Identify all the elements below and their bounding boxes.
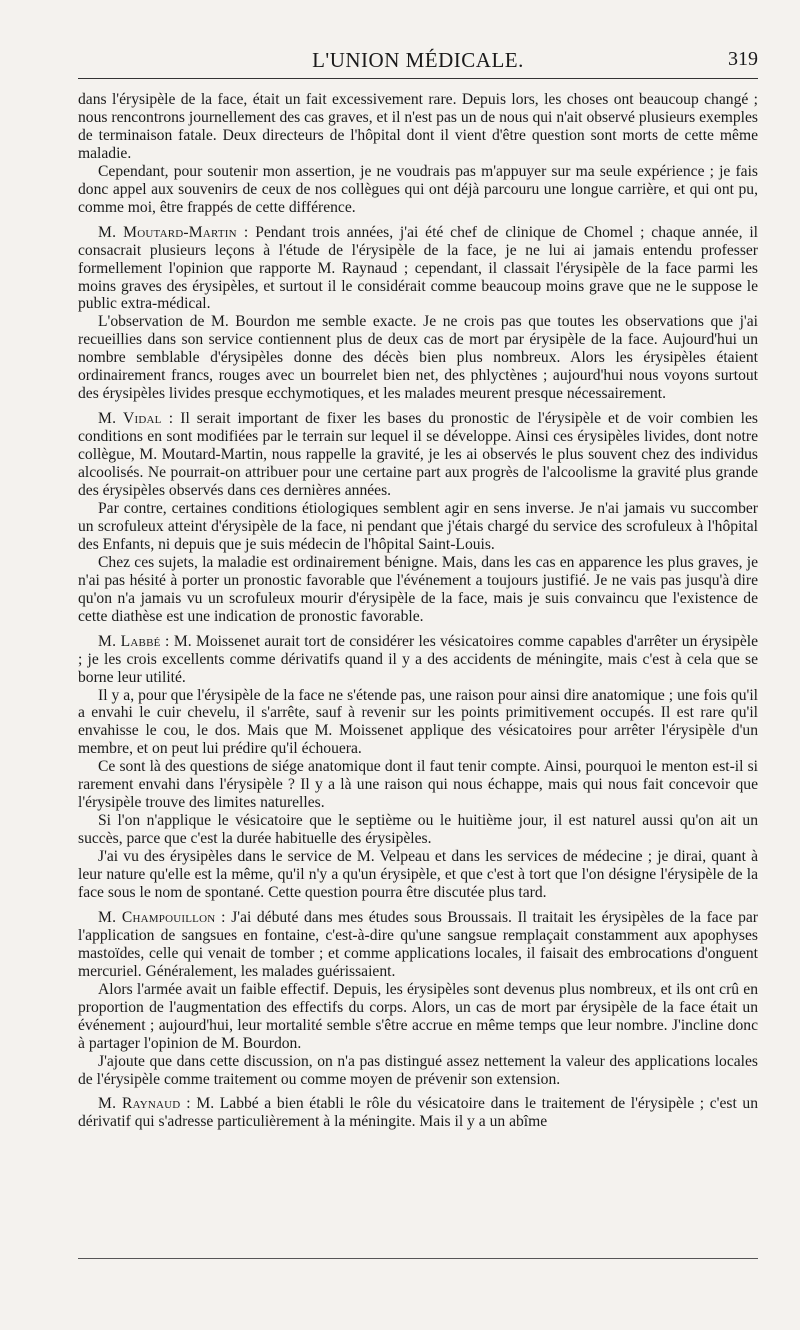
paragraph-text: J'ai débuté dans mes études sous Broussais. Il traitait les érysipèles de la face par l'application de sangsues en fontaine, c'est-à-dire qu'une sangsue remplaçait constamment aux apophyses mastoïdes, celle qui venait de tomber ; et comme applications locales, il faisait des embrocations d'onguent mercuriel. Généralement, les malades guérissaient.	[78, 908, 758, 980]
paragraph-text: J'ai vu des érysipèles dans le service de M. Velpeau et dans les services de médecine ; je dirai, quant à leur nature qu'elle est la même, qu'il n'y a qu'un érysipèle, et que c'est à tort que l'on désigne l'érysipèle de la face sous le nom de spontané. Cette question pourra être discutée plus tard.	[78, 848, 758, 901]
paragraph	[78, 554, 758, 626]
paragraph	[78, 909, 758, 981]
speaker-name: M. Labbé :	[98, 632, 170, 650]
paragraph	[78, 633, 758, 687]
running-title: L'UNION MÉDICALE.	[312, 48, 524, 72]
paragraph	[78, 687, 758, 759]
paragraph-text: dans l'érysipèle de la face, était un fait excessivement rare. Depuis lors, les choses ont beaucoup changé ; nous rencontrons journellement des cas graves, et il n'est pas un de nous qui n'ait observé plusieurs exemples de terminaison fatale. Deux directeurs de l'hôpital dont il vient d'être question sont morts de cette même maladie.	[78, 91, 758, 162]
paragraph	[78, 91, 758, 163]
paragraph-text: M. Labbé a bien établi le rôle du vésicatoire dans le traitement de l'érysipèle ; c'est un dérivatif qui s'adresse particulièrement à la méningite. Mais il y a un abîme	[78, 1095, 758, 1131]
paragraph-text: Pendant trois années, j'ai été chef de clinique de Chomel ; chaque année, il consacrait plusieurs leçons à l'étude de l'érysipèle de la face, je ne lui ai jamais entendu professer formellement l'opinion que rapporte M. Raynaud ; cependant, il classait l'érysipèle de la face parmi les moins graves des érysipèles, et surtout il le considérait comme beaucoup moins grave que ne le suppose le public extra-médical.	[78, 223, 758, 313]
paragraph-text: Ce sont là des questions de siége anatomique dont il faut tenir compte. Ainsi, pourquoi le menton est-il si rarement envahi dans l'érysipèle ? Il y a là une raison qui nous échappe, mais qui nous fait concevoir que l'érysipèle trouve des limites naturelles.	[78, 758, 758, 812]
paragraph-text: L'observation de M. Bourdon me semble exacte. Je ne crois pas que toutes les observations que j'ai recueillies dans son service contiennent plus de deux cas de mort par érysipèle de la face. Aujourd'hui un nombre semblable d'érysipèles donne des décès bien plus nombreux. Alors les érysipèles étaient ordinairement francs, rouges avec un bourrelet bien net, des phlyctènes ; aujourd'hui nous voyons surtout des érysipèles livides presque ecchymotiques, et les malades meurent presque nécessairement.	[78, 313, 758, 403]
paragraph	[78, 812, 758, 848]
paragraph	[78, 1053, 758, 1089]
paragraph	[78, 981, 758, 1053]
paragraph-text: J'ajoute que dans cette discussion, on n'a pas distingué assez nettement la valeur des applications locales de l'érysipèle comme traitement ou comme moyen de prévenir son extension.	[78, 1052, 758, 1088]
paragraph	[78, 410, 758, 500]
paragraph	[78, 1095, 758, 1131]
speaker-name: M. Moutard-Martin :	[98, 223, 249, 241]
paragraph	[78, 758, 758, 812]
paragraph	[78, 163, 758, 217]
paragraph	[78, 224, 758, 314]
paragraph	[78, 848, 758, 902]
paragraph-text: Alors l'armée avait un faible effectif. Depuis, les érysipèles sont devenus plus nombreux, et ils ont crû en proportion de l'augmentation des effectifs du corps. Alors, un cas de mort par érysipèle de la face était un événement ; aujourd'hui, leur mortalité semble s'être accrue en même temps que leur nombre. J'incline donc à partager l'opinion de M. Bourdon.	[78, 980, 758, 1052]
page-number: 319	[728, 48, 758, 70]
paragraph-text: Il y a, pour que l'érysipèle de la face ne s'étende pas, une raison pour ainsi dire anatomique ; une fois qu'il a envahi le cuir chevelu, il s'arrête, sauf à revenir sur les points primitivement occupés. Il est rare qu'il envahisse le cou, le dos. Mais que M. Moissenet applique des vésicatoires pour arrêter l'érysipèle d'un membre, et on peut lui prédire qu'il échouera.	[78, 686, 758, 758]
paragraph	[78, 313, 758, 403]
footer-rule	[78, 1258, 758, 1259]
paragraph-text: Cependant, pour soutenir mon assertion, je ne voudrais pas m'appuyer sur ma seule expérience ; je fais donc appel aux souvenirs de ceux de nos collègues qui ont déjà parcouru une longue carrière, et qui ont pu, comme moi, être frappés de cette différence.	[78, 162, 758, 216]
speaker-name: M. Champouillon :	[98, 908, 226, 926]
speaker-name: M. Vidal :	[98, 410, 174, 428]
paragraph-text: Chez ces sujets, la maladie est ordinairement bénigne. Mais, dans les cas en apparence les plus graves, je n'ai pas hésité à porter un pronostic favorable que l'événement a toujours justifié. Je ne vais pas jusqu'à dire qu'on n'a jamais vu un scrofuleux mourir d'érysipèle de la face, mais je suis convaincu que l'existence de cette diathèse est une indication de pronostic favorable.	[78, 553, 758, 625]
paragraph-text: Si l'on n'applique le vésicatoire que le septième ou le huitième jour, il est naturel aussi qu'on ait un succès, parce que c'est la durée habituelle des érysipèles.	[78, 812, 758, 848]
page-header	[78, 44, 758, 79]
paragraph-text: Il serait important de fixer les bases du pronostic de l'érysipèle et de voir combien les conditions en sont modifiées par le terrain sur lequel il se développe. Ainsi ces érysipèles livides, dont notre collègue, M. Moutard-Martin, nous rappelle la gravité, je les ai observés le plus souvent chez des individus alcoolisés. Ne pourrait-on attribuer pour une certaine part aux progrès de l'alcoolisme la gravité plus grande des érysipèles observés dans ces dernières années.	[78, 410, 758, 500]
paragraph-text: M. Moissenet aurait tort de considérer les vésicatoires comme capables d'arrêter un érysipèle ; je les crois excellents comme dérivatifs quand il y a des accidents de méningite, mais c'est à cela que se borne leur utilité.	[78, 632, 758, 686]
paragraph-text: Par contre, certaines conditions étiologiques semblent agir en sens inverse. Je n'ai jamais vu succomber un scrofuleux atteint d'érysipèle de la face, ni pendant que j'étais chargé du service des scrofuleux à l'hôpital des Enfants, ni depuis que je suis médecin de l'hôpital Saint-Louis.	[78, 499, 758, 553]
paragraph	[78, 500, 758, 554]
body-text	[78, 91, 758, 1131]
speaker-name: M. Raynaud :	[98, 1095, 191, 1113]
